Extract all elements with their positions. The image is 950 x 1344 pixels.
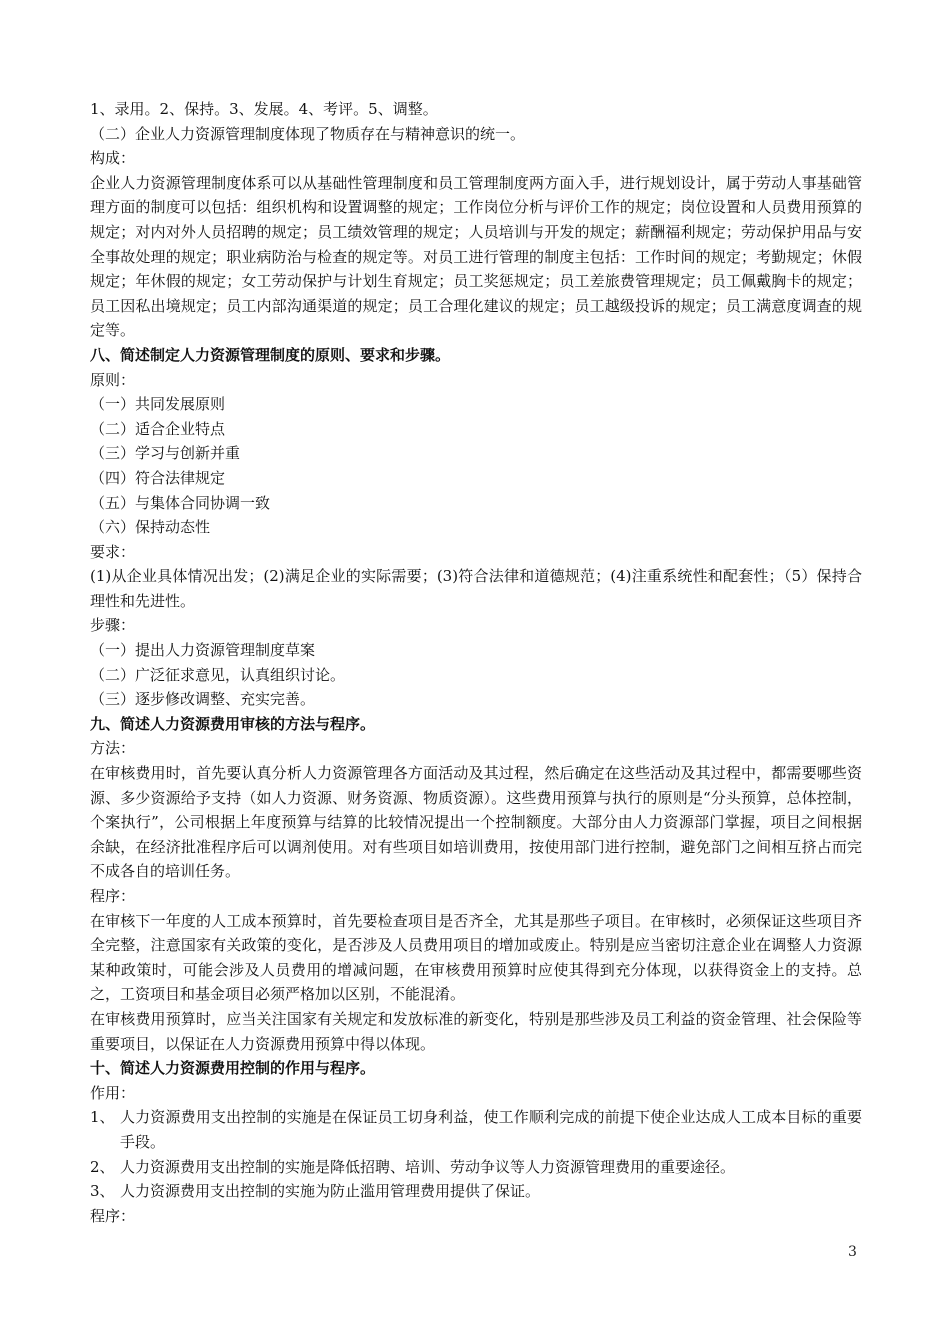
text-line: 程序： bbox=[90, 887, 136, 905]
page-content bbox=[90, 97, 862, 1228]
text-line: 要求： bbox=[90, 542, 136, 561]
list-item: （六）保持动态性 bbox=[90, 518, 211, 537]
paragraph: 在审核费用预算时，应当关注国家有关规定和发放标准的新变化，特别是那些涉及员工利益的资金管理、社会保险等重要项目，以保证在人力资源费用预算中得以体现。 bbox=[90, 1009, 862, 1053]
text-line: 构成： bbox=[90, 149, 136, 168]
section-heading: 十、简述人力资源费用控制的作用与程序。 bbox=[90, 1059, 376, 1078]
page-number: 3 bbox=[848, 1244, 857, 1260]
list-item: （一）共同发展原则 bbox=[90, 395, 226, 414]
list-item: （五）与集体合同协调一致 bbox=[90, 493, 271, 512]
list-item: （二）适合企业特点 bbox=[90, 419, 226, 438]
text-line: 1、录用。2、保持。3、发展。4、考评。5、调整。 bbox=[90, 100, 438, 118]
list-item: （四）符合法律规定 bbox=[90, 468, 226, 487]
item-number: 3、 bbox=[90, 1182, 115, 1201]
item-text: 人力资源费用支出控制的实施为防止滥用管理费用提供了保证。 bbox=[120, 1182, 541, 1201]
list-item: （二）广泛征求意见，认真组织讨论。 bbox=[90, 665, 346, 684]
numbered-item bbox=[90, 1179, 862, 1204]
text-line: 方法： bbox=[90, 739, 136, 758]
list-item: （三）学习与创新并重 bbox=[90, 444, 241, 463]
item-number: 2、 bbox=[90, 1157, 115, 1176]
text-line: （二）企业人力资源管理制度体现了物质存在与精神意识的统一。 bbox=[90, 124, 526, 143]
text-line: 原则： bbox=[90, 370, 136, 389]
item-text: 人力资源费用支出控制的实施是降低招聘、培训、劳动争议等人力资源管理费用的重要途径。 bbox=[120, 1157, 736, 1176]
numbered-item bbox=[90, 1155, 862, 1180]
item-text: 人力资源费用支出控制的实施是在保证员工切身利益，使工作顺利完成的前提下使企业达成人工成本目标的重要手段。 bbox=[120, 1108, 862, 1151]
list-item: （一）提出人力资源管理制度草案 bbox=[90, 641, 316, 660]
section-heading: 八、简述制定人力资源管理制度的原则、要求和步骤。 bbox=[90, 345, 451, 364]
paragraph: 在审核下一年度的人工成本预算时，首先要检查项目是否齐全，尤其是那些子项目。在审核时，必须保证这些项目齐全完整，注意国家有关政策的变化，是否涉及人员费用项目的增加或废止。特别是应当密切注意企业在调整人力资源某种政策时，可能会涉及人员费用的增减问题，在审核费用预算时应使其得到充分体现，以获得资金上的支持。总之，工资项目和基金项目必须严格加以区别，不能混淆。 bbox=[90, 911, 862, 1004]
numbered-item bbox=[90, 1105, 862, 1154]
text-line: 步骤： bbox=[90, 616, 136, 635]
section-heading: 九、简述人力资源费用审核的方法与程序。 bbox=[90, 714, 376, 733]
paragraph: 在审核费用时，首先要认真分析人力资源管理各方面活动及其过程，然后确定在这些活动及其过程中，都需要哪些资源、多少资源给予支持（如人力资源、财务资源、物质资源）。这些费用预算与执行的原则是“分头预算，总体控制，个案执行”，公司根据上年度预算与结算的比较情况提出一个控制额度。大部分由人力资源部门掌握，项目之间根据余缺，在经济批准程序后可以调剂使用。对有些项目如培训费用，按使用部门进行控制，避免部门之间相互挤占而完不成各自的培训任务。 bbox=[90, 764, 862, 881]
list-item: （三）逐步修改调整、充实完善。 bbox=[90, 690, 316, 709]
paragraph: (1)从企业具体情况出发；(2)满足企业的实际需要；(3)符合法律和道德规范；(4)注重系统性和配套性；（5）保持合理性和先进性。 bbox=[90, 567, 862, 610]
item-number: 1、 bbox=[90, 1108, 115, 1127]
paragraph: 企业人力资源管理制度体系可以从基础性管理制度和员工管理制度两方面入手，进行规划设计，属于劳动人事基础管理方面的制度可以包括：组织机构和设置调整的规定；工作岗位分析与评价工作的规定；岗位设置和人员费用预算的规定；对内对外人员招聘的规定；员工绩效管理的规定；人员培训与开发的规定；薪酬福利规定；劳动保护用品与安全事故处理的规定；职业病防治与检查的规定等。对员工进行管理的制度主包括：工作时间的规定；考勤规定；休假规定；年休假的规定；女工劳动保护与计划生育规定；员工奖惩规定；员工差旅费管理规定；员工佩戴胸卡的规定；员工因私出境规定；员工内部沟通渠道的规定；员工合理化建议的规定；员工越级投诉的规定；员工满意度调查的规定等。 bbox=[90, 173, 862, 340]
text-line: 程序： bbox=[90, 1206, 136, 1225]
text-line: 作用： bbox=[90, 1083, 136, 1102]
